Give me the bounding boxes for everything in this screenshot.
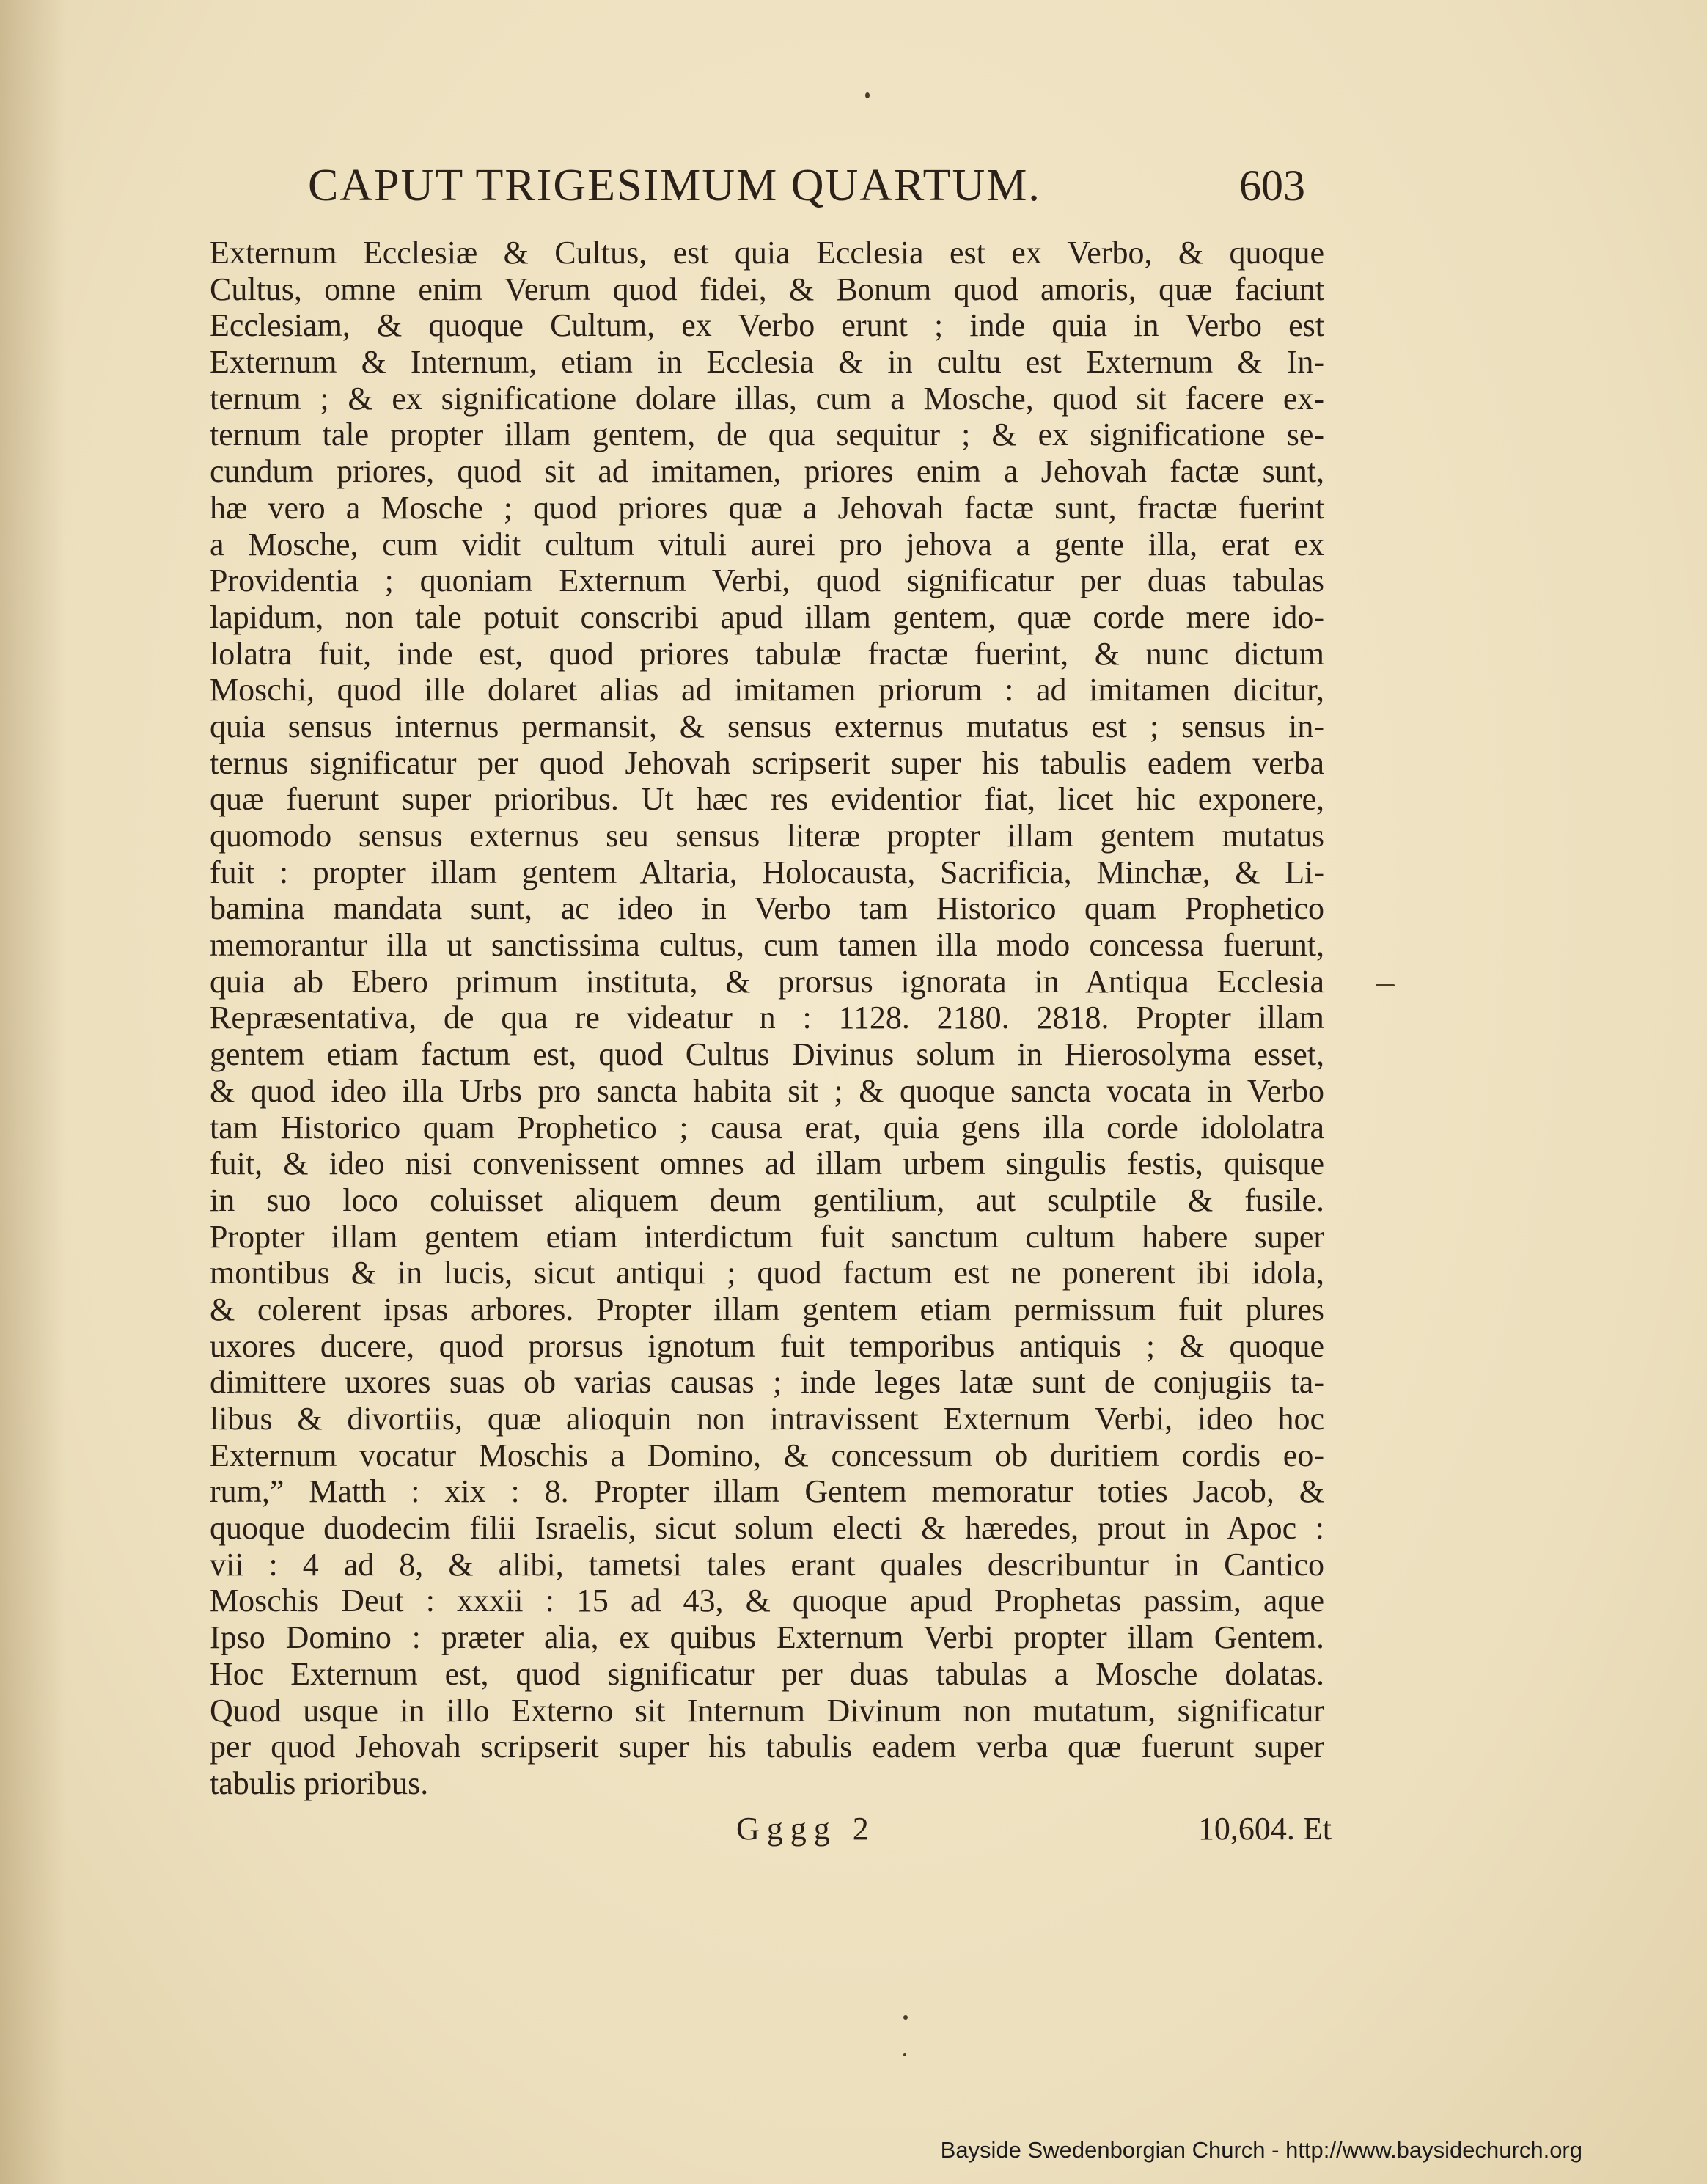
page-number: 603 (1239, 161, 1305, 210)
text-line: a Mosche, cum vidit cultum vituli aurei pro jehova a gente illa, erat ex (210, 526, 1324, 563)
text-line: tam Historico quam Prophetico ; causa erat, quia gens illa corde idololatra (210, 1109, 1324, 1146)
catchword: 10,604. Et (1197, 1811, 1332, 1847)
text-line: ternum tale propter illam gentem, de qua sequitur ; & ex significatione se- (210, 417, 1324, 453)
ink-speck (903, 2015, 908, 2020)
text-line: vii : 4 ad 8, & alibi, tametsi tales erant quales describuntur in Cantico (210, 1546, 1324, 1583)
text-line: & colerent ipsas arbores. Propter illam gentem etiam permissum fuit plures (210, 1291, 1324, 1327)
text-line: quia ab Ebero primum instituta, & prorsus ignorata in Antiqua Ecclesia (210, 963, 1324, 1000)
page-header (308, 160, 1305, 226)
text-line: Repræsentativa, de qua re videatur n : 1128. 2180. 2818. Propter illam (210, 1000, 1324, 1036)
page-footer (210, 1810, 1332, 1854)
text-line: memorantur illa ut sanctissima cultus, cum tamen illa modo concessa fuerunt, (210, 927, 1324, 964)
text-line: Ipso Domino : præter alia, ex quibus Externum Verbi propter illam Gentem. (210, 1619, 1324, 1656)
body-text (210, 235, 1324, 1802)
running-title: CAPUT TRIGESIMUM QUARTUM. (308, 161, 1041, 210)
text-line: fuit, & ideo nisi convenissent omnes ad illam urbem singulis festis, quisque (210, 1146, 1324, 1182)
text-line: Moschis Deut : xxxii : 15 ad 43, & quoque apud Prophetas passim, aque (210, 1583, 1324, 1619)
text-line: rum,” Matth : xix : 8. Propter illam Gentem memoratur toties Jacob, & (210, 1473, 1324, 1510)
text-line: gentem etiam factum est, quod Cultus Divinus solum in Hierosolyma esset, (210, 1036, 1324, 1073)
text-line: hæ vero a Mosche ; quod priores quæ a Jehovah factæ sunt, fractæ fuerint (210, 489, 1324, 526)
text-line: quomodo sensus externus seu sensus literæ propter illam gentem mutatus (210, 818, 1324, 854)
text-line: quoque duodecim filii Israelis, sicut solum electi & hæredes, prout in Apoc : (210, 1510, 1324, 1547)
text-line: uxores ducere, quod prorsus ignotum fuit temporibus antiquis ; & quoque (210, 1327, 1324, 1364)
text-line: montibus & in lucis, sicut antiqui ; quod factum est ne ponerent ibi idola, (210, 1255, 1324, 1291)
ink-speck (1376, 984, 1395, 986)
text-line: Externum vocatur Moschis a Domino, & concessum ob duritiem cordis eo- (210, 1437, 1324, 1473)
text-line: quia sensus internus permansit, & sensus externus mutatus est ; sensus in- (210, 708, 1324, 744)
text-line: lapidum, non tale potuit conscribi apud illam gentem, quæ corde mere ido- (210, 598, 1324, 635)
text-line: libus & divortiis, quæ alioquin non intravissent Externum Verbi, ideo hoc (210, 1401, 1324, 1437)
text-line: bamina mandata sunt, ac ideo in Verbo tam Historico quam Prophetico (210, 890, 1324, 927)
text-line: Hoc Externum est, quod significatur per duas tabulas a Mosche dolatas. (210, 1655, 1324, 1692)
text-line: Externum Ecclesiæ & Cultus, est quia Ecclesia est ex Verbo, & quoque (210, 235, 1324, 271)
text-line: Moschi, quod ille dolaret alias ad imitamen priorum : ad imitamen dicitur, (210, 672, 1324, 708)
text-line: ternum ; & ex significatione dolare illas, cum a Mosche, quod sit facere ex- (210, 380, 1324, 417)
text-line: cundum priores, quod sit ad imitamen, priores enim a Jehovah factæ sunt, (210, 453, 1324, 490)
text-line: Providentia ; quoniam Externum Verbi, quod significatur per duas tabulas (210, 563, 1324, 599)
ink-speck (865, 92, 870, 98)
text-line: per quod Jehovah scripserit super his tabulis eadem verba quæ fuerunt super (210, 1729, 1324, 1765)
text-line: ternus significatur per quod Jehovah scripserit super his tabulis eadem verba (210, 744, 1324, 781)
text-line: & quod ideo illa Urbs pro sancta habita sit ; & quoque sancta vocata in Verbo (210, 1072, 1324, 1109)
binding-shadow (0, 0, 66, 2184)
text-line: lolatra fuit, inde est, quod priores tabulæ fractæ fuerint, & nunc dictum (210, 635, 1324, 672)
text-line: Ecclesiam, & quoque Cultum, ex Verbo erunt ; inde quia in Verbo est (210, 307, 1324, 344)
text-line: in suo loco coluisset aliquem deum gentilium, aut sculptile & fusile. (210, 1181, 1324, 1218)
text-line: Cultus, omne enim Verum quod fidei, & Bonum quod amoris, quæ faciunt (210, 271, 1324, 307)
text-line: quæ fuerunt super prioribus. Ut hæc res evidentior fiat, licet hic exponere, (210, 781, 1324, 818)
text-line: dimittere uxores suas ob varias causas ; inde leges latæ sunt de conjugiis ta- (210, 1364, 1324, 1401)
text-line: Externum & Internum, etiam in Ecclesia & in cultu est Externum & In- (210, 344, 1324, 381)
ink-speck (903, 2053, 906, 2056)
watermark-caption: Bayside Swedenborgian Church - http://www.baysidechurch.org (940, 2137, 1582, 2163)
text-line: Quod usque in illo Externo sit Internum Divinum non mutatum, significatur (210, 1692, 1324, 1729)
signature-mark: Gggg 2 (736, 1811, 876, 1847)
text-line: tabulis prioribus. (210, 1765, 429, 1801)
text-line: fuit : propter illam gentem Altaria, Holocausta, Sacrificia, Minchæ, & Li- (210, 854, 1324, 890)
text-line: Propter illam gentem etiam interdictum fuit sanctum cultum habere super (210, 1218, 1324, 1255)
